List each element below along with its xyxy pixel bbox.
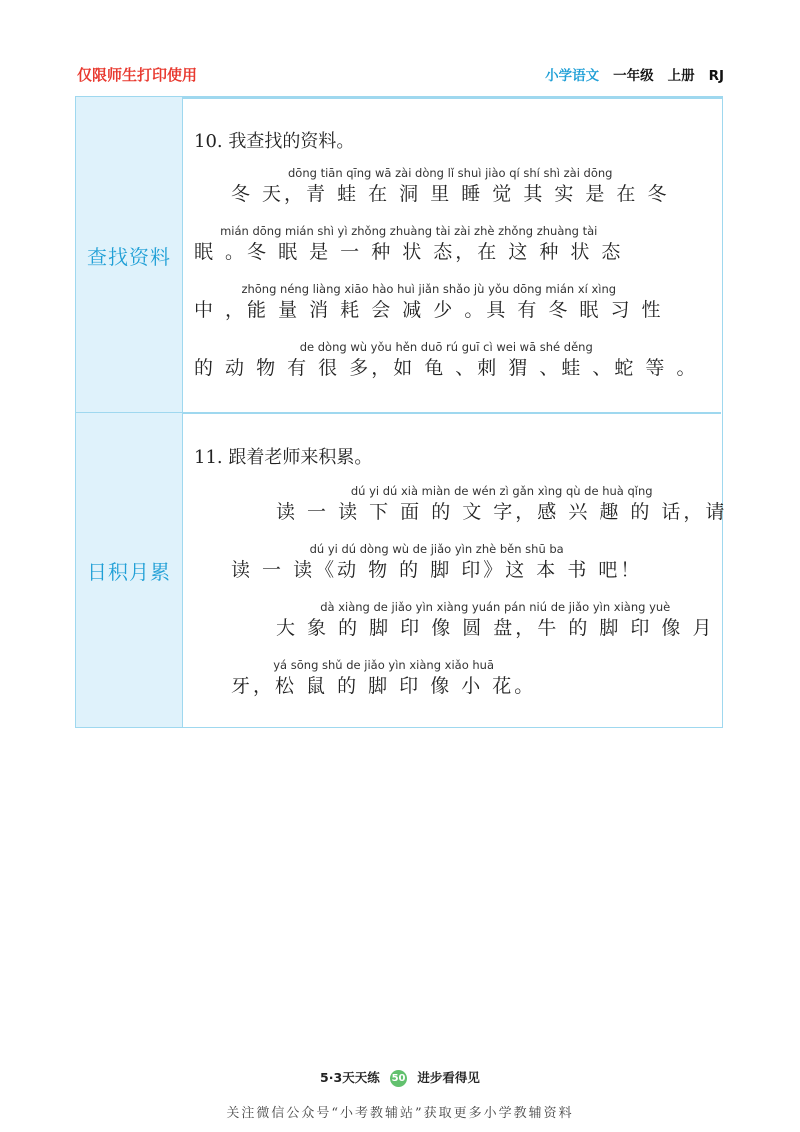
side-label: 日积月累 [87,559,171,584]
pinyin: mián dōng mián shì yì zhǒng zhuàng tài zài zhè zhǒng zhuàng tài [220,224,598,238]
text-line [194,281,664,323]
hanzi: 冬 天，青 蛙 在 洞 里 睡 觉 其 实 是 在 冬 [231,183,670,205]
text-line [231,541,642,583]
worksheet-table [75,96,728,728]
text-line [276,483,727,525]
text-line [231,165,669,207]
hanzi: 的 动 物 有 很 多，如 龟 、刺 猬 、蛙 、蛇 等 。 [194,357,699,379]
edition-label: RJ [708,68,724,84]
question-11-title: 11. 跟着老师来积累。 [194,447,373,468]
term-label: 上册 [667,68,695,84]
hanzi: 读 一 读《动 物 的 脚 印》这 本 书 吧！ [231,559,643,581]
side-label-cell [76,413,183,727]
print-only-notice: 仅限师生打印使用 [77,66,198,84]
question-title [194,127,354,153]
page-footer [0,1068,800,1087]
hanzi: 中 ，能 量 消 耗 会 减 少 。具 有 冬 眠 习 性 [194,299,664,321]
side-label-cell [76,97,183,413]
slogan: 进步看得见 [417,1070,480,1085]
pinyin: dú yi dú xià miàn de wén zì gǎn xìng qù de huà qǐng [350,484,653,498]
wechat-note: 关注微信公众号“小考教辅站”获取更多小学教辅资料 [226,1106,574,1121]
pinyin: zhōng néng liàng xiāo hào huì jiǎn shǎo jù yǒu dōng mián xí xìng [241,282,617,296]
hanzi: 读 一 读 下 面 的 文 字，感 兴 趣 的 话，请 [276,501,728,523]
text-line [194,339,698,381]
hanzi: 牙，松 鼠 的 脚 印 像 小 花。 [231,675,537,697]
book-info [545,64,724,84]
text-line [276,599,714,641]
page-header [0,0,800,96]
side-label: 查找资料 [87,244,171,269]
question-title [194,443,372,469]
subject-label: 小学语文 [545,68,600,84]
text-line [194,223,623,265]
grade-label: 一年级 [613,68,654,84]
pinyin: dōng tiān qīng wā zài dòng lǐ shuì jiào qí shí shì zài dōng [287,166,613,180]
series-name: 5·3天天练 [320,1070,380,1085]
pinyin: de dòng wù yǒu hěn duō rú guī cì wei wā shé děng [299,340,593,354]
hanzi: 眠 。冬 眠 是 一 种 状 态，在 这 种 状 态 [194,241,624,263]
pinyin: yá sōng shǔ de jiǎo yìn xiàng xiǎo huā [273,658,495,672]
question-10-title: 10. 我查找的资料。 [194,131,355,152]
page-number-badge: 50 [390,1070,407,1087]
text-line [231,657,536,699]
hanzi: 大 象 的 脚 印 像 圆 盘，牛 的 脚 印 像 月 [276,617,715,639]
pinyin: dà xiàng de jiǎo yìn xiàng yuán pán niú de jiǎo yìn xiàng yuè [320,600,671,614]
pinyin: dú yi dú dòng wù de jiǎo yìn zhè běn shū ba [309,542,564,556]
